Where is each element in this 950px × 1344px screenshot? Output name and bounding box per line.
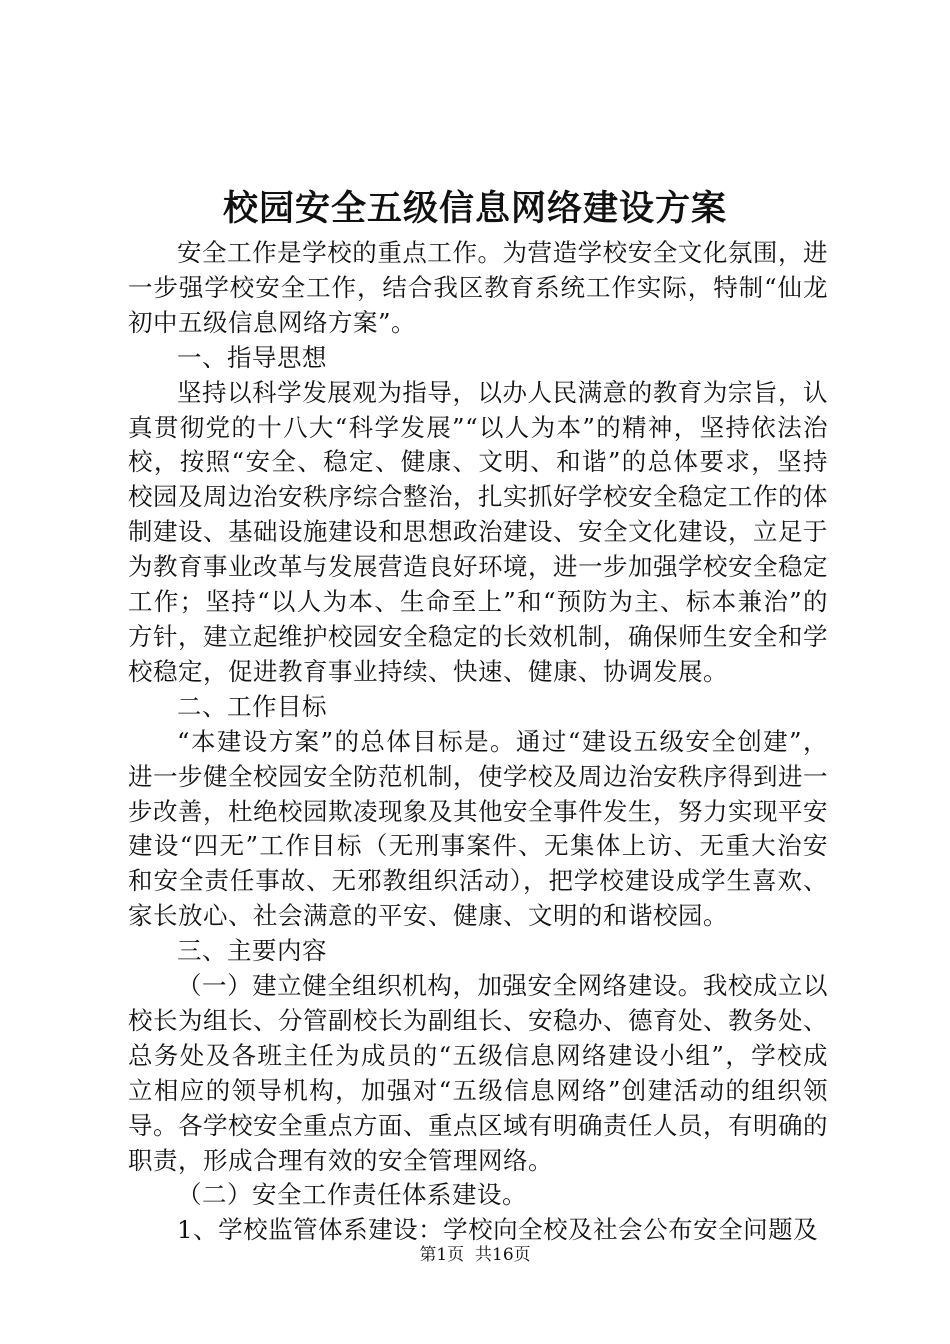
document-title: 校园安全五级信息网络建设方案 bbox=[222, 188, 727, 229]
section-heading-guiding-thought: 一、指导思想 bbox=[177, 342, 327, 372]
subheading-responsibility-system: （二）安全工作责任体系建设。 bbox=[177, 1180, 527, 1210]
page-footer bbox=[0, 1243, 950, 1267]
page-total: 共16页 bbox=[475, 1245, 531, 1265]
section-heading-main-content: 三、主要内容 bbox=[177, 936, 327, 966]
section-heading-work-goals: 二、工作目标 bbox=[177, 691, 327, 721]
page-number: 第1页 bbox=[419, 1245, 465, 1265]
document-body bbox=[128, 236, 828, 1248]
paragraph-work-goals: “本建设方案”的总体目标是。通过“建设五级安全创建”，进一步健全校园安全防范机制，使学校及周边治安秩序得到进一步改善，杜绝校园欺凌现象及其他安全事件发生，努力实现平安建设“四无”工作目标（无刑事案件、无集体上访、无重大治安和安全责任事故、无邪教组织活动），把学校建设成学生喜欢、家长放心、社会满意的平安、健康、文明的和谐校园。 bbox=[128, 726, 828, 931]
paragraph-organization: （一）建立健全组织机构，加强安全网络建设。我校成立以校长为组长、分管副校长为副组长、安稳办、德育处、教务处、总务处及各班主任为成员的“五级信息网络建设小组”，学校成立相应的领导机构，加强对“五级信息网络”创建活动的组织领导。各学校安全重点方面、重点区域有明确责任人员，有明确的职责，形成合理有效的安全管理网络。 bbox=[128, 971, 828, 1175]
paragraph-supervision-system: 1、学校监管体系建设：学校向全校及社会公布安全问题及 bbox=[177, 1215, 819, 1245]
paragraph-intro: 安全工作是学校的重点工作。为营造学校安全文化氛围，进一步强学校安全工作，结合我区教育系统工作实际，特制“仙龙初中五级信息网络方案”。 bbox=[128, 238, 828, 337]
paragraph-guiding-thought: 坚持以科学发展观为指导，以办人民满意的教育为宗旨，认真贯彻党的十八大“科学发展”“以人为本”的精神，坚持依法治校，按照“安全、稳定、健康、文明、和谐”的总体要求，坚持校园及周边治安秩序综合整治，扎实抓好学校安全稳定工作的体制建设、基础设施建设和思想政治建设、安全文化建设，立足于为教育事业改革与发展营造良好环境，进一步加强学校安全稳定工作；坚持“以人为本、生命至上”和“预防为主、标本兼治”的方针，建立起维护校园安全稳定的长效机制，确保师生安全和学校稳定，促进教育事业持续、快速、健康、协调发展。 bbox=[128, 377, 828, 686]
